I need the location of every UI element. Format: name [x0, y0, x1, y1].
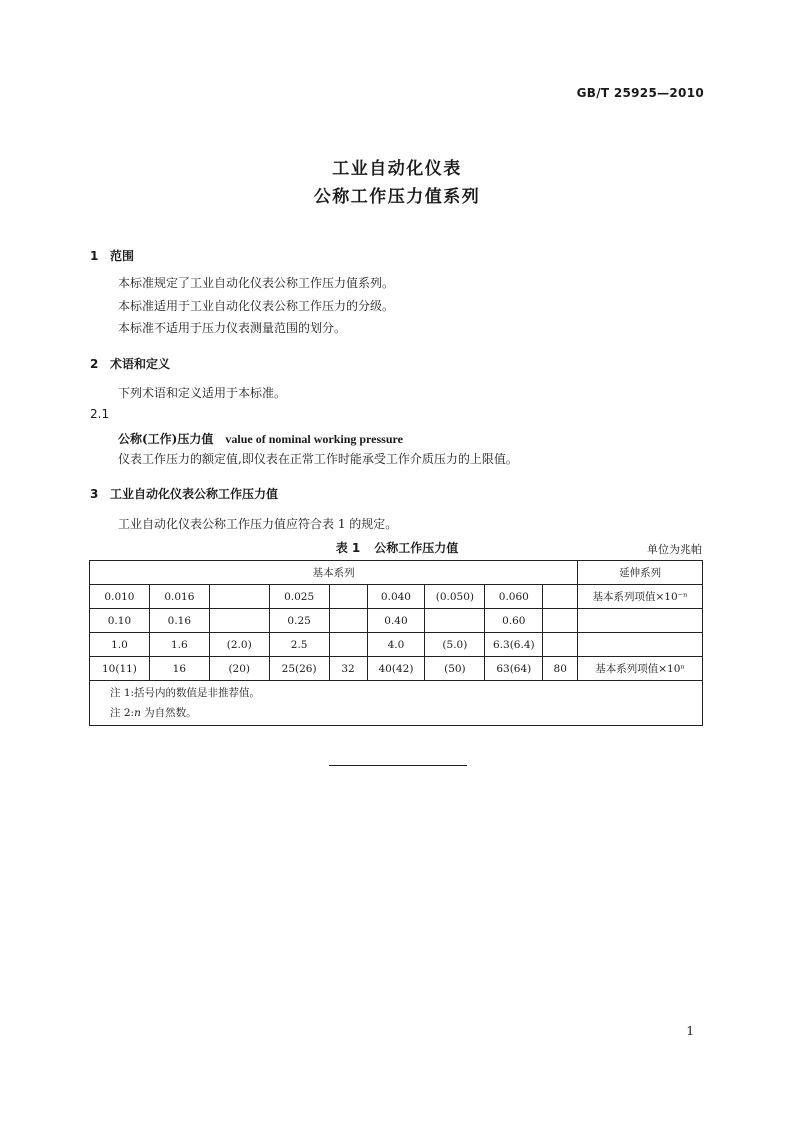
section-1-para-1: 本标准规定了工业自动化仪表公称工作压力值系列。	[118, 276, 395, 290]
header-basic-series: 基本系列	[90, 561, 578, 585]
table-caption-label: 表 1	[335, 541, 361, 555]
table-cell	[329, 633, 367, 657]
table-cell: 基本系列项值×10ⁿ	[578, 657, 703, 681]
table-row	[90, 585, 703, 609]
section-3-heading	[90, 485, 278, 502]
table-cell	[578, 609, 703, 633]
section-2-intro: 下列术语和定义适用于本标准。	[118, 386, 287, 400]
section-1-para-2: 本标准适用于工业自动化仪表公称工作压力的分级。	[118, 299, 395, 313]
note-2-prefix: 注 2:	[110, 707, 135, 719]
table-cell	[543, 609, 578, 633]
section-2-heading	[90, 355, 170, 372]
table-cell: 4.0	[367, 633, 425, 657]
table-cell: 2.5	[269, 633, 329, 657]
section-number: 3	[90, 487, 99, 501]
table-cell: 25(26)	[269, 657, 329, 681]
section-number: 1	[90, 249, 99, 263]
section-title: 术语和定义	[110, 357, 171, 371]
term-definition: 仪表工作压力的额定值,即仪表在正常工作时能承受工作介质压力的上限值。	[118, 452, 518, 466]
pressure-value-table	[89, 560, 703, 726]
section-1-heading	[90, 247, 134, 264]
table-cell	[543, 633, 578, 657]
header-extended-series: 延伸系列	[578, 561, 703, 585]
table-cell: (2.0)	[209, 633, 269, 657]
section-1-para-3: 本标准不适用于压力仪表测量范围的划分。	[118, 321, 347, 335]
table-cell: 0.040	[367, 585, 425, 609]
table-cell	[209, 609, 269, 633]
table-cell: 16	[149, 657, 209, 681]
table-cell: (5.0)	[425, 633, 485, 657]
subsection-2-1-number: 2.1	[90, 407, 110, 421]
section-3-para: 工业自动化仪表公称工作压力值应符合表 1 的规定。	[118, 517, 398, 531]
table-cell: 1.6	[149, 633, 209, 657]
table-cell: 40(42)	[367, 657, 425, 681]
table-cell: 0.025	[269, 585, 329, 609]
table-cell: 10(11)	[90, 657, 150, 681]
note-2-suffix: 为自然数。	[140, 707, 197, 719]
table-cell: 32	[329, 657, 367, 681]
table-cell: (20)	[209, 657, 269, 681]
table-cell	[543, 585, 578, 609]
term-entry	[118, 430, 403, 447]
table-caption-title: 公称工作压力值	[374, 541, 459, 555]
section-title: 工业自动化仪表公称工作压力值	[110, 487, 279, 501]
table-cell: (0.050)	[425, 585, 485, 609]
table-note-1: 注 1:括号内的数值是非推荐值。	[110, 687, 261, 699]
table-cell: 0.25	[269, 609, 329, 633]
table-cell	[425, 609, 485, 633]
term-english: value of nominal working pressure	[225, 432, 403, 446]
document-title-line2: 公称工作压力值系列	[313, 187, 481, 207]
table-unit: 单位为兆帕	[647, 543, 702, 556]
table-notes	[90, 681, 703, 726]
table-note-2	[110, 703, 702, 723]
table-cell: 0.010	[90, 585, 150, 609]
table-cell: 0.40	[367, 609, 425, 633]
table-row	[90, 633, 703, 657]
term-chinese: 公称(工作)压力值	[118, 432, 214, 446]
table-cell: 0.060	[485, 585, 543, 609]
note-2-variable: n	[134, 707, 141, 719]
table-row	[90, 657, 703, 681]
table-cell: (50)	[425, 657, 485, 681]
table-cell: 0.16	[149, 609, 209, 633]
table-cell: 1.0	[90, 633, 150, 657]
section-number: 2	[90, 357, 99, 371]
table-cell	[329, 609, 367, 633]
standard-code: GB/T 25925—2010	[576, 86, 704, 100]
table-cell: 63(64)	[485, 657, 543, 681]
table-cell: 80	[543, 657, 578, 681]
document-title-line1: 工业自动化仪表	[332, 159, 462, 179]
page-number: 1	[686, 1024, 694, 1038]
table-cell: 0.016	[149, 585, 209, 609]
table-row	[90, 609, 703, 633]
table-cell	[329, 585, 367, 609]
table-cell: 基本系列项值×10⁻ⁿ	[578, 585, 703, 609]
section-title: 范围	[110, 249, 135, 263]
table-cell: 0.60	[485, 609, 543, 633]
table-cell: 0.10	[90, 609, 150, 633]
table-cell: 6.3(6.4)	[485, 633, 543, 657]
table-cell	[209, 585, 269, 609]
table-cell	[578, 633, 703, 657]
end-rule	[329, 765, 467, 766]
